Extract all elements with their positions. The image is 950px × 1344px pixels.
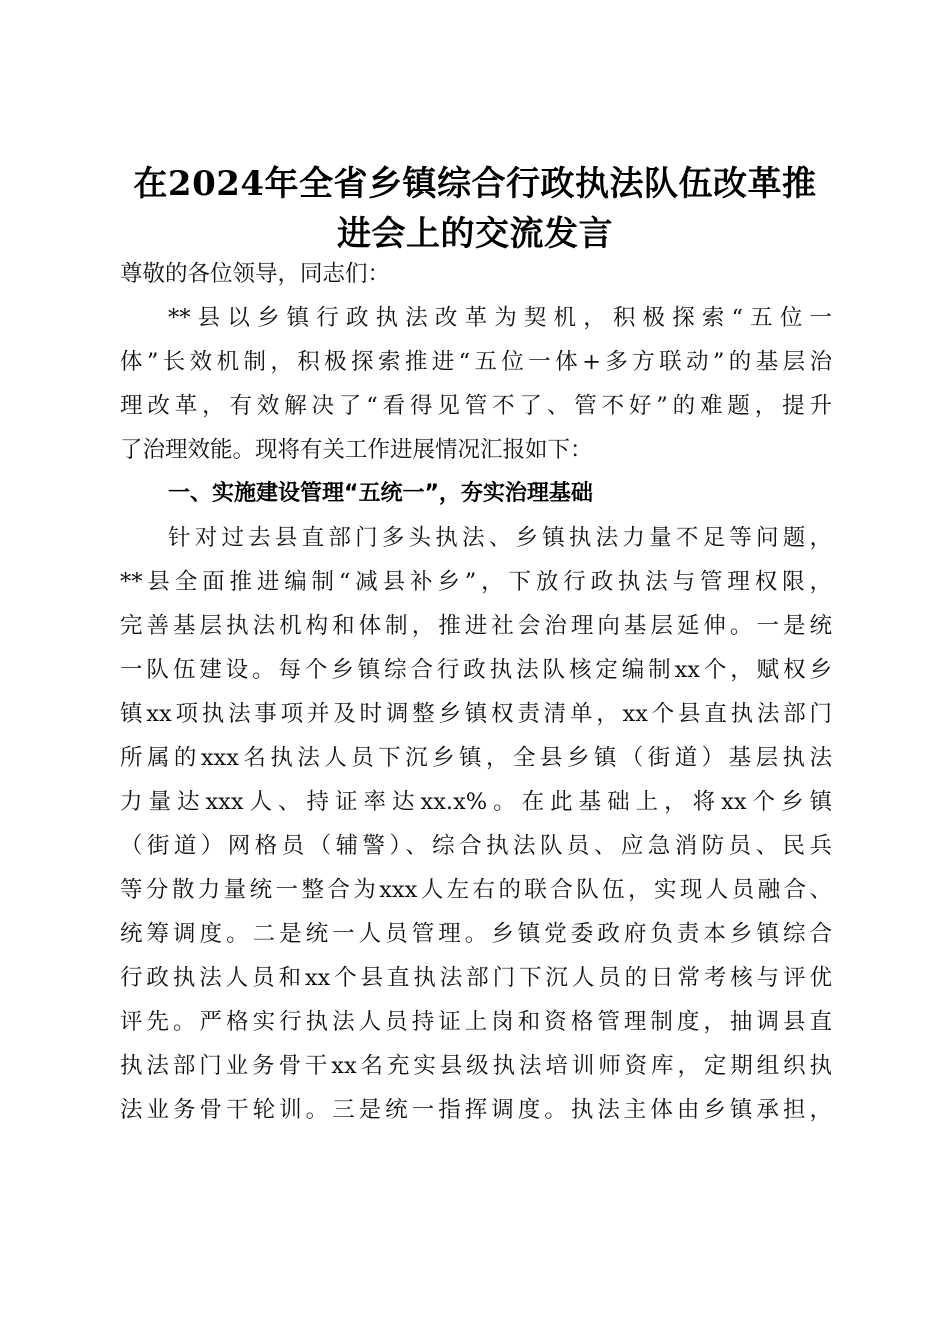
salutation-text: 尊敬的各位领导，同志们：	[120, 261, 391, 287]
title-line: 在2024年全省乡镇综合行政执法队伍改革推	[133, 163, 817, 204]
section-heading	[120, 472, 832, 516]
paragraph-line: **县以乡镇行政执法改革为契机，积极探索“五位一	[168, 305, 832, 331]
intro-paragraph	[120, 296, 832, 472]
salutation	[120, 252, 832, 296]
section-paragraph	[120, 516, 832, 1132]
paragraph-line: 法业务骨干轮训。三是统一指挥调度。执法主体由乡镇承担，	[120, 1097, 832, 1123]
document-body	[120, 252, 832, 1132]
paragraph-line: 体”长效机制，积极探索推进“五位一体+多方联动”的基层治	[120, 349, 832, 375]
paragraph-line: 针对过去县直部门多头执法、乡镇执法力量不足等问题，	[168, 525, 832, 551]
paragraph-line: 评先。严格实行执法人员持证上岗和资格管理制度，抽调县直	[120, 1009, 832, 1035]
paragraph-line: 行政执法人员和xx个县直执法部门下沉人员的日常考核与评优	[120, 965, 832, 991]
paragraph-line: 统筹调度。二是统一人员管理。乡镇党委政府负责本乡镇综合	[120, 921, 832, 947]
paragraph-line: （街道）网格员（辅警）、综合执法队员、应急消防员、民兵	[120, 833, 832, 859]
paragraph-line: 了治理效能。现将有关工作进展情况汇报如下：	[120, 437, 593, 463]
document-title	[100, 159, 850, 259]
paragraph-line: 完善基层执法机构和体制，推进社会治理向基层延伸。一是统	[120, 613, 832, 639]
paragraph-line: 理改革，有效解决了“看得见管不了、管不好”的难题，提升	[120, 393, 832, 419]
paragraph-line: 等分散力量统一整合为xxx人左右的联合队伍，实现人员融合、	[120, 877, 832, 903]
section-heading-text: 一、实施建设管理“五统一”，夯实治理基础	[168, 481, 593, 506]
paragraph-line: 所属的xxx名执法人员下沉乡镇，全县乡镇（街道）基层执法	[120, 745, 832, 771]
paragraph-line: **县全面推进编制“减县补乡”，下放行政执法与管理权限，	[120, 569, 832, 595]
paragraph-line: 镇xx项执法事项并及时调整乡镇权责清单，xx个县直执法部门	[120, 701, 832, 727]
paragraph-line: 一队伍建设。每个乡镇综合行政执法队核定编制xx个，赋权乡	[120, 657, 832, 683]
paragraph-line: 力量达xxx人、持证率达xx.x%。在此基础上，将xx个乡镇	[120, 789, 832, 815]
paragraph-line: 执法部门业务骨干xx名充实县级执法培训师资库，定期组织执	[120, 1053, 832, 1079]
title-line: 进会上的交流发言	[337, 213, 613, 254]
